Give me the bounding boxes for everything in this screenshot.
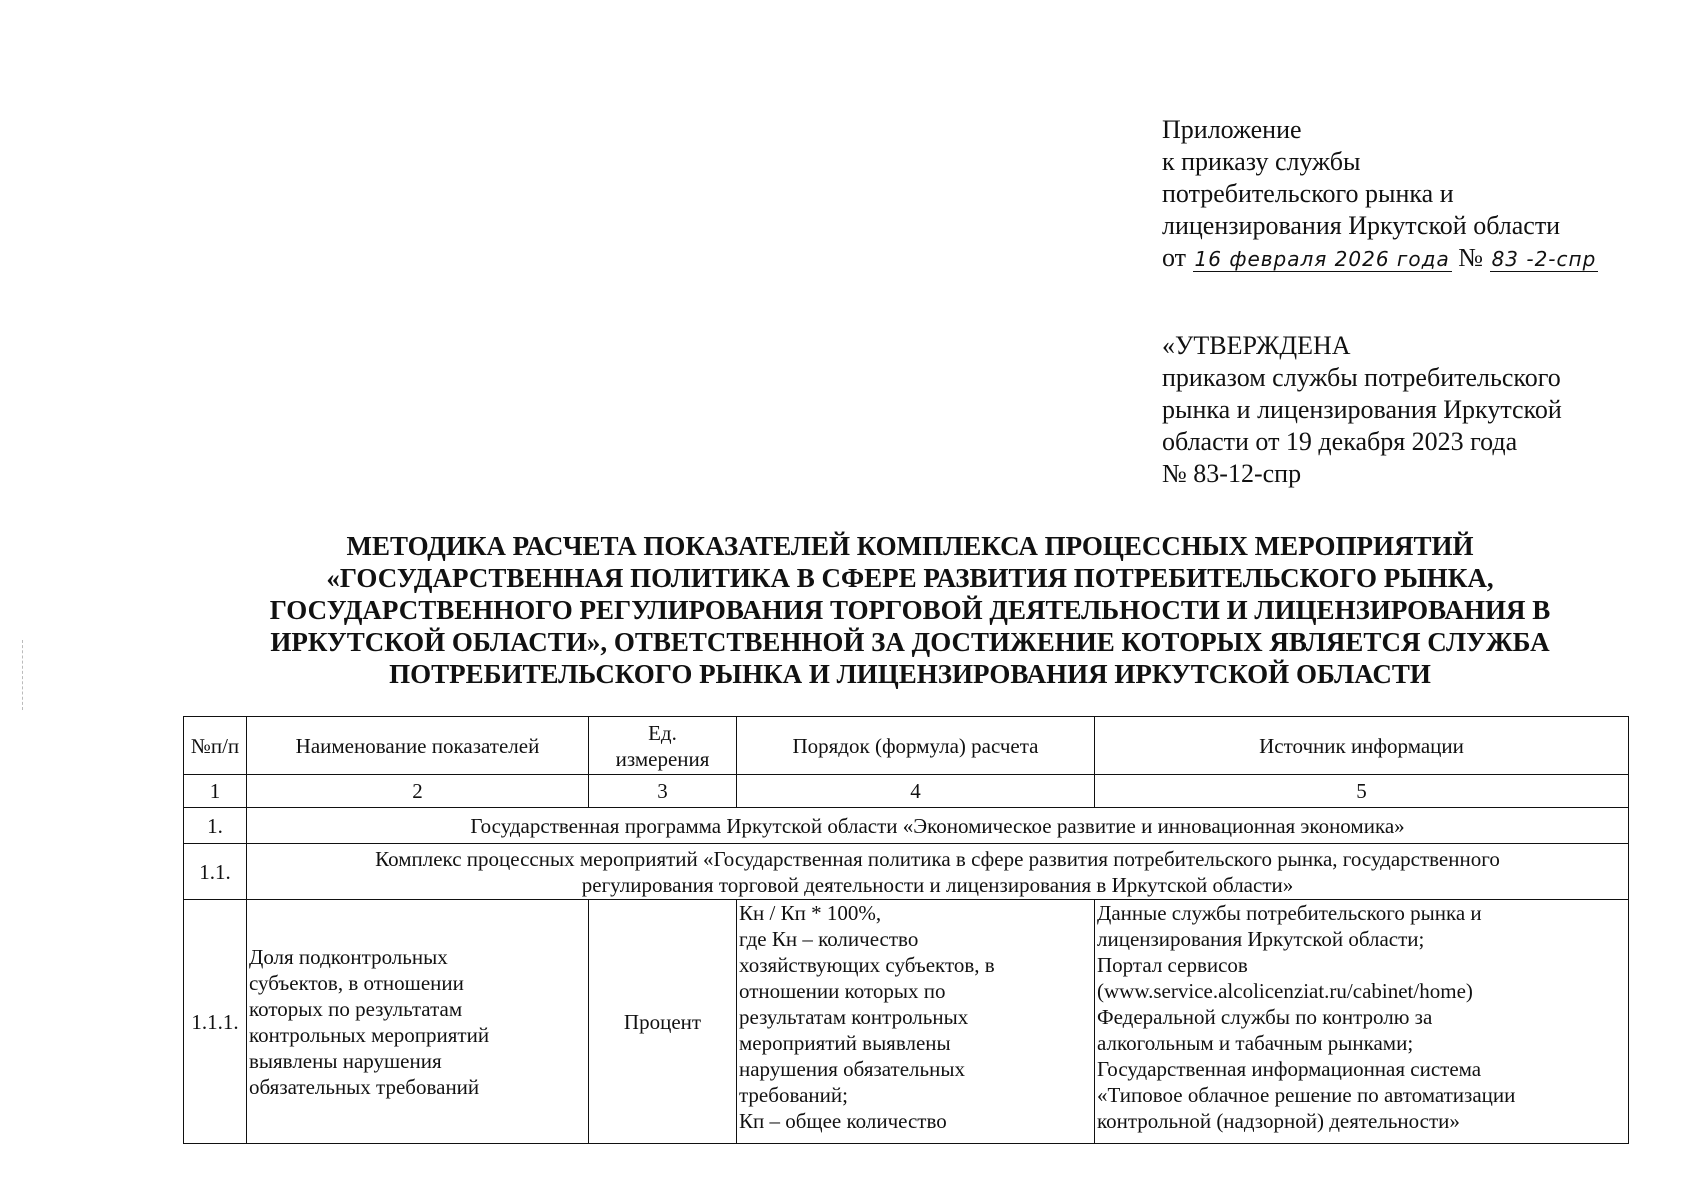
source-line: «Типовое облачное решение по автоматизации [1097,1083,1516,1107]
formula-line: мероприятий выявлены [739,1031,951,1055]
appendix-block [1162,114,1598,274]
indicator-name-line: субъектов, в отношении [249,970,464,995]
indicator-row [184,900,1629,1144]
header-formula: Порядок (формула) расчета [737,717,1095,775]
complex-text-line: Комплекс процессных мероприятий «Государственная политика в сфере развития потребительского рынка, государственного [375,846,1500,871]
formula-line: Кн / Кп * 100%, [739,901,882,925]
indicator-name [247,900,589,1144]
approved-block [1162,330,1562,490]
source-line: (www.service.alcolicenziat.ru/cabinet/home) [1097,979,1473,1003]
page-edge-marks [22,640,25,710]
title-line: ИРКУТСКОЙ ОБЛАСТИ», ОТВЕТСТВЕННОЙ ЗА ДОСТИЖЕНИЕ КОТОРЫХ ЯВЛЯЕТСЯ СЛУЖБА [270,627,1550,657]
appendix-line: лицензирования Иркутской области [1162,211,1561,240]
formula-line: отношении которых по [739,979,946,1003]
source-line: Данные службы потребительского рынка и [1097,901,1482,925]
handwritten-number: 83 -2-спр [1491,247,1597,271]
program-row [184,808,1629,844]
formula-line: нарушения обязательных [739,1057,965,1081]
header-num: №п/п [184,717,247,775]
header-unit [589,717,737,775]
col-number: 5 [1095,775,1629,808]
formula-line: результатам контрольных [739,1005,969,1029]
handwritten-date: 16 февраля 2026 года [1194,247,1450,271]
table-header-row [184,717,1629,775]
header-unit-line: измерения [615,746,710,771]
appendix-date-line [1162,242,1598,274]
approved-line: № 83-12-спр [1162,459,1302,488]
col-number: 1 [184,775,247,808]
source-line: контрольной (надзорной) деятельности» [1097,1109,1460,1133]
col-number: 2 [247,775,589,808]
complex-text [247,844,1629,900]
indicator-unit: Процент [589,900,737,1144]
title-line: ГОСУДАРСТВЕННОГО РЕГУЛИРОВАНИЯ ТОРГОВОЙ ДЕЯТЕЛЬНОСТИ И ЛИЦЕНЗИРОВАНИЯ В [269,595,1551,625]
source-line: алкогольным и табачным рынками; [1097,1031,1414,1055]
header-unit-line: Ед. [648,720,677,745]
source-line: Федеральной службы по контролю за [1097,1005,1433,1029]
title-line: МЕТОДИКА РАСЧЕТА ПОКАЗАТЕЛЕЙ КОМПЛЕКСА ПРОЦЕССНЫХ МЕРОПРИЯТИЙ [346,531,1474,561]
title-line: «ГОСУДАРСТВЕННАЯ ПОЛИТИКА В СФЕРЕ РАЗВИТИЯ ПОТРЕБИТЕЛЬСКОГО РЫНКА, [326,563,1494,593]
formula-line: хозяйствующих субъектов, в [739,953,995,977]
header-source: Источник информации [1095,717,1629,775]
col-number: 4 [737,775,1095,808]
approved-line: приказом службы потребительского [1162,363,1561,392]
document-title [180,530,1640,690]
date-prefix: от [1162,243,1187,272]
complex-row [184,844,1629,900]
col-number: 3 [589,775,737,808]
appendix-line: Приложение [1162,115,1302,144]
formula-line: где Кн – количество [739,927,919,951]
complex-text-line: регулирования торговой деятельности и лицензирования в Иркутской области» [581,872,1294,897]
indicator-name-line: которых по результатам [249,996,463,1021]
program-num: 1. [184,808,247,844]
formula-line: требований; [739,1083,848,1107]
complex-num: 1.1. [184,844,247,900]
column-number-row [184,775,1629,808]
source-line: лицензирования Иркутской области; [1097,927,1425,951]
indicator-formula [737,900,1095,1144]
program-text: Государственная программа Иркутской области «Экономическое развитие и инновационная экономика» [247,808,1629,844]
approved-line: рынка и лицензирования Иркутской [1162,395,1562,424]
approved-line: области от 19 декабря 2023 года [1162,427,1518,456]
source-line: Портал сервисов [1097,953,1248,977]
formula-line: Кп – общее количество [739,1109,947,1133]
appendix-line: к приказу службы [1162,147,1361,176]
indicator-name-line: Доля подконтрольных [249,944,448,969]
header-name: Наименование показателей [247,717,589,775]
indicator-name-line: контрольных мероприятий [249,1022,490,1047]
source-line: Государственная информационная система [1097,1057,1482,1081]
title-line: ПОТРЕБИТЕЛЬСКОГО РЫНКА И ЛИЦЕНЗИРОВАНИЯ ИРКУТСКОЙ ОБЛАСТИ [389,659,1431,689]
indicator-num: 1.1.1. [184,900,247,1144]
approved-line: «УТВЕРЖДЕНА [1162,331,1351,360]
indicator-name-line: выявлены нарушения [249,1048,442,1073]
indicator-name-line: обязательных требований [249,1074,480,1099]
indicators-table [183,716,1629,1144]
number-prefix: № [1458,243,1484,272]
appendix-line: потребительского рынка и [1162,179,1454,208]
indicator-source [1095,900,1629,1144]
